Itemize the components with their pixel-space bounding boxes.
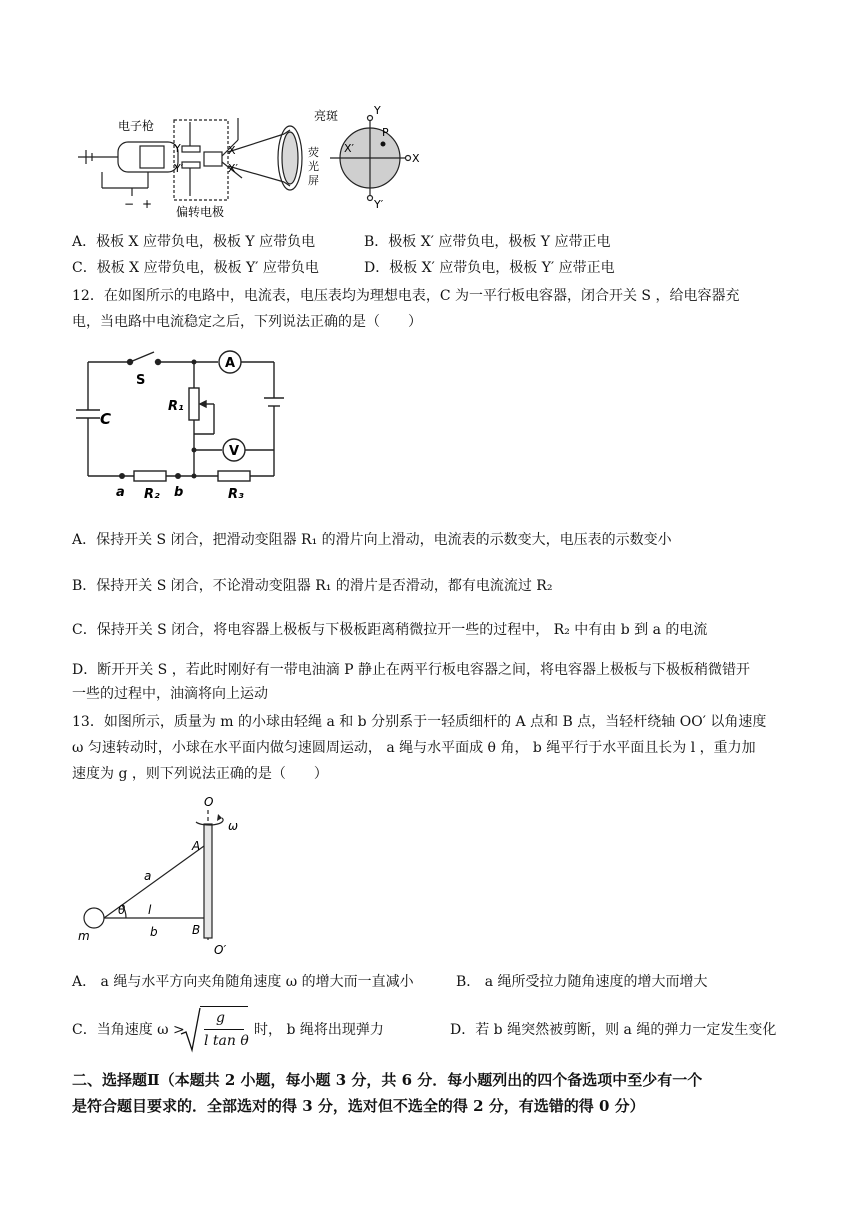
q11-label-minus: − <box>124 197 135 211</box>
q12-stem-line1: 12．在如图所示的电路中，电流表，电压表均为理想电表，C 为一平行板电容器，闭合开关 S ，给电容器充 <box>72 288 740 304</box>
q12-stem-line2: 电，当电路中电流稳定之后，下列说法正确的是（ ） <box>72 314 422 330</box>
q13-option-c-prefix: C．当角速度 ω > <box>72 1022 185 1038</box>
q13-label-point-a: A <box>192 839 201 853</box>
q11-screen-y-prime: Y′ <box>374 198 384 211</box>
q12-r1-label: R₁ <box>168 399 184 414</box>
q11-label-screen-2: 光 <box>308 160 319 173</box>
q13-label-m: m <box>78 929 90 943</box>
q12-option-c: C．保持开关 S 闭合，将电容器上极板与下极板距离稍微拉开一些的过程中， R₂ 中有由 b 到 a 的电流 <box>72 622 708 638</box>
q12-option-d-line2: 一些的过程中，油滴将向上运动 <box>72 686 268 702</box>
q12-capacitor-label: C <box>100 410 112 428</box>
q11-label-spot: 亮斑 <box>314 109 339 123</box>
q13-option-a: A． a 绳与水平方向夹角随角速度 ω 的增大而一直减小 <box>72 974 414 990</box>
q12-voltmeter-label: V <box>229 444 240 459</box>
q12-ammeter-label: A <box>225 356 236 371</box>
q13-label-o: O <box>204 795 214 809</box>
sqrt-sign-icon <box>180 1006 202 1052</box>
q11-label-y: Y <box>174 142 181 155</box>
section2-heading-line2: 是符合题目要求的．全部选对的得 3 分，选对但不选全的得 2 分，有选错的得 0 分） <box>72 1097 645 1115</box>
q11-label-screen-3: 屏 <box>308 174 319 187</box>
q11-label-y-prime: Y′ <box>174 162 184 175</box>
fraction-bar <box>204 1029 244 1030</box>
q13-label-point-b: B <box>192 923 201 937</box>
q11-label-plates: 偏转电极 <box>176 205 225 219</box>
q11-option-a: A．极板 X 应带负电，极板 Y 应带负电 <box>72 234 316 250</box>
q13-option-d: D．若 b 绳突然被剪断，则 a 绳的弹力一定发生变化 <box>450 1022 777 1038</box>
q12-option-d-line1: D．断开开关 S ，若此时刚好有一带电油滴 P 静止在两平行板电容器之间，将电容器上极板与下极板稍微错开 <box>72 662 751 678</box>
q13-label-o-prime: O′ <box>214 943 227 957</box>
section2-heading-line1: 二、选择题Ⅱ（本题共 2 小题，每小题 3 分，共 6 分．每小题列出的四个备选项中至少有一个 <box>72 1071 703 1089</box>
q11-option-b: B．极板 X′ 应带负电，极板 Y 应带正电 <box>364 234 611 250</box>
q12-switch-label: S <box>136 373 146 388</box>
q11-label-x-prime: X′ <box>228 162 239 175</box>
q13-label-omega: ω <box>228 819 239 833</box>
q11-label-x: X <box>228 144 236 157</box>
q12-r2-label: R₂ <box>144 487 160 502</box>
q12-node-a-label: a <box>116 485 125 500</box>
q13-label-rope-b: b <box>150 925 158 939</box>
q11-screen-x-prime: X′ <box>344 142 355 155</box>
q13-rotating-rod-figure <box>74 794 250 957</box>
q12-option-a: A．保持开关 S 闭合，把滑动变阻器 R₁ 的滑片向上滑动，电流表的示数变大，电压表的示数变小 <box>72 532 672 548</box>
q13-option-c-denominator: l tan θ <box>204 1033 249 1049</box>
q11-figure <box>78 100 418 222</box>
q11-screen-x: X <box>412 152 420 165</box>
q13-option-c <box>72 1004 452 1054</box>
q13-option-c-numerator: g <box>216 1010 225 1026</box>
q12-option-b: B．保持开关 S 闭合，不论滑动变阻器 R₁ 的滑片是否滑动，都有电流流过 R₂ <box>72 578 553 594</box>
q11-label-plus: + <box>142 197 153 211</box>
q13-option-c-suffix: 时， b 绳将出现弹力 <box>254 1022 384 1038</box>
q13-stem-line3: 速度为 g ，则下列说法正确的是（ ） <box>72 766 328 782</box>
q12-circuit-figure <box>72 342 286 502</box>
q13-label-theta: θ <box>118 903 126 917</box>
sqrt-overline <box>200 1006 248 1007</box>
q12-r3-label: R₃ <box>228 487 244 502</box>
q13-stem-line1: 13．如图所示，质量为 m 的小球由轻绳 a 和 b 分别系于一轻质细杆的 A 点和 B 点，当轻杆绕轴 OO′ 以角速度 <box>72 714 767 730</box>
q11-label-p: P <box>382 126 389 139</box>
q11-label-screen-1: 荧 <box>308 146 319 159</box>
q12-node-b-label: b <box>174 485 184 500</box>
q11-label-gun: 电子枪 <box>118 119 155 133</box>
q11-option-d: D．极板 X′ 应带负电，极板 Y′ 应带正电 <box>364 260 615 276</box>
q13-label-rope-a: a <box>144 869 152 883</box>
q11-option-c: C．极板 X 应带负电，极板 Y′ 应带负电 <box>72 260 319 276</box>
q13-option-b: B． a 绳所受拉力随角速度的增大而增大 <box>456 974 708 990</box>
q13-label-l: l <box>148 903 152 917</box>
q11-screen-y: Y <box>374 104 381 117</box>
q13-stem-line2: ω 匀速转动时，小球在水平面内做匀速圆周运动， a 绳与水平面成 θ 角， b 绳平行于水平面且长为 l ，重力加 <box>72 740 756 756</box>
